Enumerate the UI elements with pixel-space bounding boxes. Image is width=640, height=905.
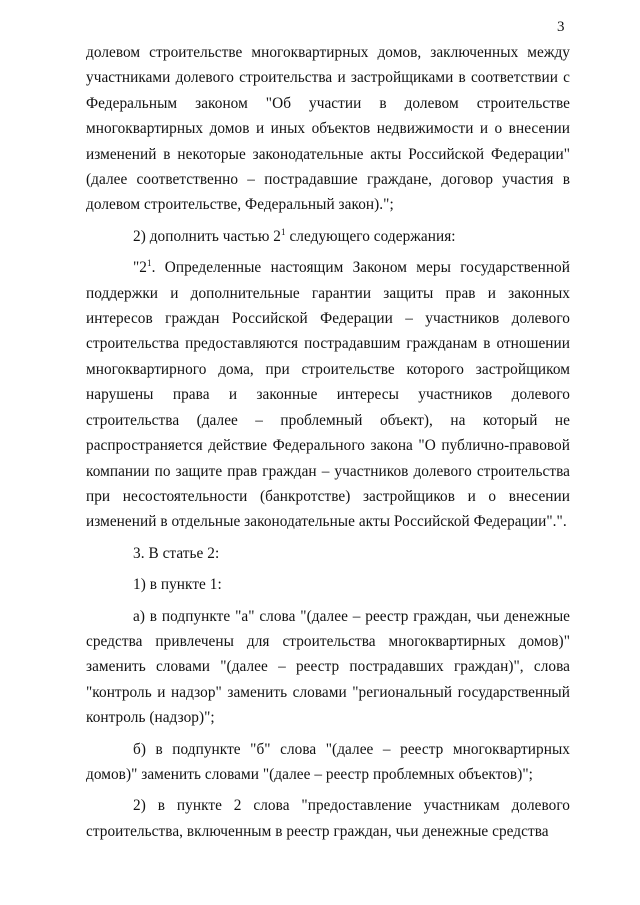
superscript-1: 1 xyxy=(147,258,152,269)
paragraph-point-1-heading: 1) в пункте 1: xyxy=(133,576,222,594)
superscript-1: 1 xyxy=(281,226,286,237)
paragraph-subpoint-b: б) в подпункте "б" слова "(далее – реестр многоквартирных домов)" заменить словами "(далее – реестр проблемных объектов)"; xyxy=(86,740,570,783)
paragraph-part-2-1-text: . Определенные настоящим Законом меры государственной поддержки и дополнительные гарантии защиты прав и законных интересов граждан Российской Федерации – участников долевого строительства предоставляются пострадавшим гражданам в отношении многоквартирного дома, при строительстве которого застройщиком нарушены права и законные интересы участников долевого строительства (далее – проблемный объект), на который не распространяется действие Федерального закона "О публично-правовой компании по защите прав граждан – участников долевого строительства при несостоятельности (банкротстве) застройщиков и о внесении изменений в отдельные законодательные акты Российской Федерации".". xyxy=(86,259,570,531)
document-body xyxy=(86,40,570,844)
paragraph-point-2: 2) в пункте 2 слова "предоставление участникам долевого строительства, включенным в реестр граждан, чьи денежные средства xyxy=(86,797,570,840)
paragraph-part-2-1 xyxy=(86,255,570,534)
paragraph-item-2 xyxy=(86,224,570,249)
paragraph-item-2-tail: следующего содержания: xyxy=(285,227,456,245)
paragraph-item-2-text: 2) дополнить частью 2 xyxy=(133,227,282,245)
paragraph-article-2-heading: 3. В статье 2: xyxy=(133,544,220,562)
paragraph-part-2-1-start: "2 xyxy=(133,259,147,277)
page-number: 3 xyxy=(557,19,565,35)
paragraph-subpoint-a: а) в подпункте "а" слова "(далее – реестр граждан, чьи денежные средства привлечены для строительства многоквартирных домов)" заменить словами "(далее – реестр пострадавших граждан)", слова "контроль и надзор" заменить словами "региональный государственный контроль (надзор)"; xyxy=(86,607,570,727)
paragraph-continuation: долевом строительстве многоквартирных домов, заключенных между участниками долевого строительства и застройщиками в соответствии с Федеральным законом "Об участии в долевом строительстве многоквартирных домов и иных объектов недвижимости и о внесении изменений в некоторые законодательные акты Российской Федерации" (далее соответственно – пострадавшие граждане, договор участия в долевом строительстве, Федеральный закон)."; xyxy=(86,44,570,214)
